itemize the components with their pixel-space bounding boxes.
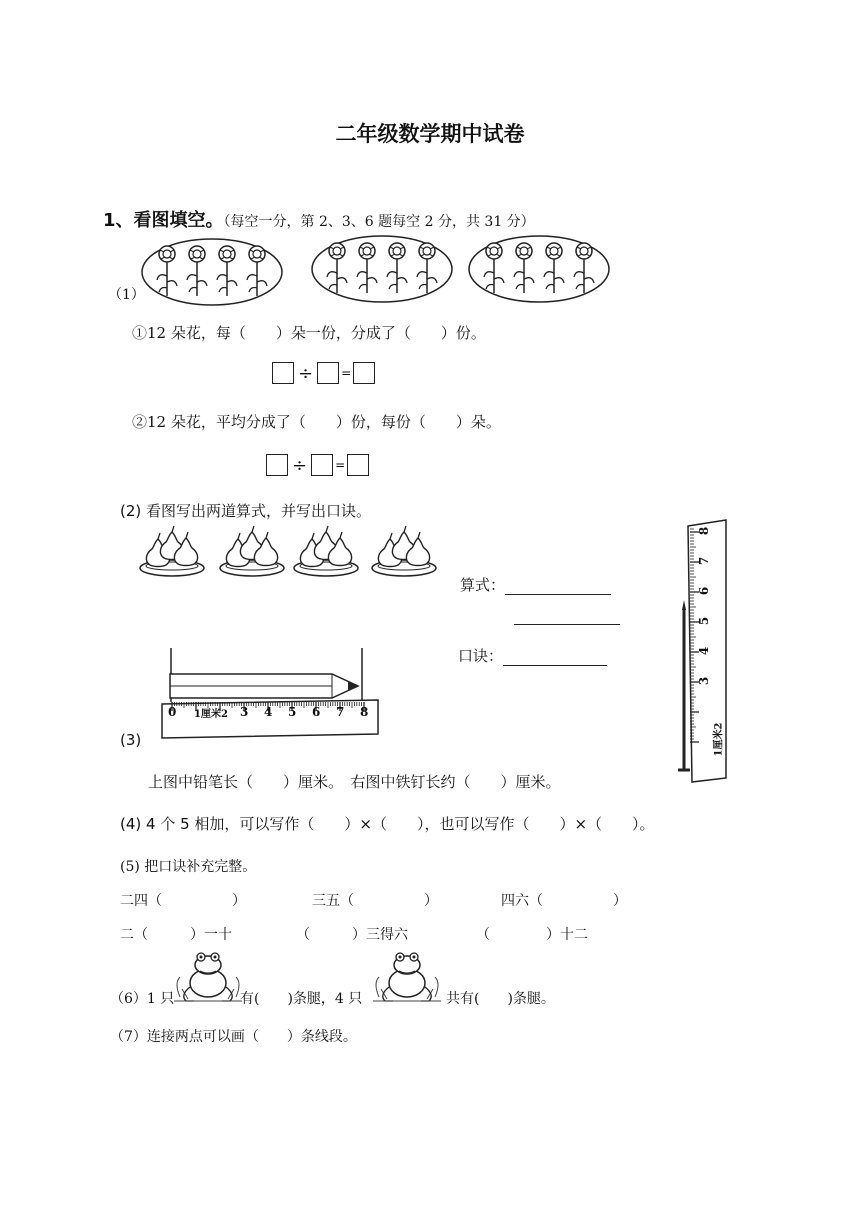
sub5-row1-b: 三五（ ） xyxy=(312,893,438,909)
sub3-label: (3) xyxy=(120,731,142,749)
sub5-row2-a: 二（ ）一十 xyxy=(120,927,232,943)
ruler-tick-label: 5 xyxy=(288,705,297,719)
question-1-title: 1、看图填空。 xyxy=(103,210,224,231)
ruler-tick-label: 0 xyxy=(168,705,177,719)
ruler-tick-label: 4 xyxy=(264,705,273,719)
vertical-ruler-tick-label: 8 xyxy=(697,526,712,536)
sub4-line: (4) 4 个 5 相加，可以写作（ ）×（ ），也可以写作（ ）×（ ）。 xyxy=(120,815,655,833)
sub5-row2-c: （ ）十二 xyxy=(476,927,588,943)
vertical-ruler-tick-label: 6 xyxy=(697,586,712,596)
divide-sign: ÷ xyxy=(292,454,308,476)
divide-sign: ÷ xyxy=(298,362,314,384)
sub5-row1-c: 四六（ ） xyxy=(501,893,627,909)
equals-sign: = xyxy=(335,458,346,472)
vertical-ruler-tick-label: 1厘米2 xyxy=(713,722,725,757)
vertical-ruler-tick-label: 3 xyxy=(697,676,712,686)
vertical-ruler-tick-label: 5 xyxy=(697,616,712,626)
vertical-ruler-tick-label: 7 xyxy=(697,556,712,566)
sub1-line-a: ①12 朵花，每（ ）朵一份，分成了（ ）份。 xyxy=(132,324,486,342)
question-1-note: （每空一分，第 2、3、6 题每空 2 分，共 31 分） xyxy=(223,214,535,230)
ruler-tick-label: 1厘米2 xyxy=(194,709,228,720)
sub7-line: （7）连接两点可以画（ ）条线段。 xyxy=(110,1029,357,1045)
sub5-heading: (5) 把口诀补充完整。 xyxy=(120,859,257,875)
vertical-ruler-tick-label: 4 xyxy=(697,646,712,656)
sub1-label: （1） xyxy=(108,287,145,303)
sub5-row1-a: 二四（ ） xyxy=(120,893,246,909)
ruler-tick-label: 8 xyxy=(360,705,369,719)
rhyme-label: 口诀： xyxy=(458,645,607,666)
formula-label: 算式： xyxy=(460,574,611,595)
ruler-tick-label: 7 xyxy=(336,705,345,719)
sub5-row2-b: （ ）三得六 xyxy=(296,927,408,943)
sub6-part2: 有( )条腿，4 只 xyxy=(240,991,363,1007)
ruler-tick-label: 3 xyxy=(240,705,249,719)
sub3-line: 上图中铅笔长（ ）厘米。 右图中铁钉长约（ ）厘米。 xyxy=(148,773,561,791)
sub6-part3: 共有( )条腿。 xyxy=(446,991,555,1007)
page-title: 二年级数学期中试卷 xyxy=(335,122,525,146)
equals-sign: = xyxy=(341,366,352,380)
sub1-line-b: ②12 朵花，平均分成了（ ）份，每份（ ）朵。 xyxy=(132,413,501,431)
sub2-heading: (2) 看图写出两道算式，并写出口诀。 xyxy=(120,502,372,520)
sub6-part1: （6）1 只 xyxy=(110,991,175,1007)
ruler-tick-label: 6 xyxy=(312,705,321,719)
